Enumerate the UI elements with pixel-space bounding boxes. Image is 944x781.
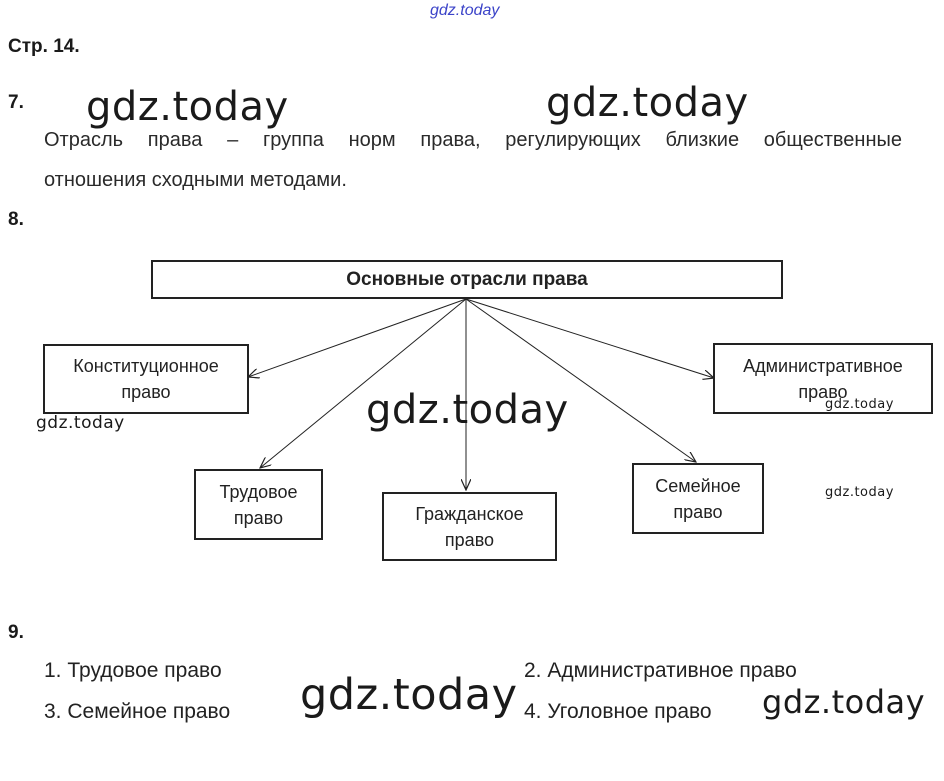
branch-administrative-line2: право — [798, 381, 848, 402]
page-label: Стр. 14. — [8, 36, 80, 57]
arrow-labor — [260, 299, 466, 468]
branch-labor-line1: Трудовое — [219, 481, 298, 502]
branch-labor — [194, 469, 323, 540]
branch-constitutional — [43, 344, 249, 414]
branch-constitutional-line2: право — [121, 382, 171, 402]
task7-definition-line1: Отрасль права – группа норм права, регулирующих близкие общественные — [44, 129, 902, 151]
branch-civil-line2: право — [444, 529, 495, 550]
branch-constitutional-line1: Конституционное — [73, 356, 219, 376]
branch-civil — [382, 492, 557, 561]
arrow-constitutional — [248, 299, 466, 377]
watermark: gdz.today — [825, 485, 894, 500]
watermark: gdz.today — [366, 387, 569, 433]
branch-administrative-line1: Административное — [743, 355, 903, 376]
task8-number: 8. — [8, 209, 24, 230]
task7-definition-line2: отношения сходными методами. — [44, 169, 347, 191]
task9-number: 9. — [8, 622, 24, 643]
branch-civil-line1: Гражданское — [415, 503, 524, 524]
watermark: gdz.today — [546, 80, 749, 126]
diagram-root-box — [151, 260, 783, 299]
branch-family-line1: Семейное — [655, 475, 741, 496]
watermark: gdz.today — [825, 397, 894, 412]
arrow-administrative — [466, 299, 714, 378]
answer-item-2: 2. Административное право — [524, 659, 797, 682]
answer-item-4: 4. Уголовное право — [524, 700, 712, 723]
watermark-top: gdz.today — [430, 2, 500, 19]
branch-labor-line2: право — [233, 507, 284, 528]
answer-item-3: 3. Семейное право — [44, 700, 231, 723]
watermark: gdz.today — [86, 84, 289, 130]
task7-number: 7. — [8, 92, 24, 113]
watermark: gdz.today — [762, 683, 926, 721]
watermark: gdz.today — [36, 413, 125, 433]
arrow-family — [466, 299, 696, 462]
diagram-root-label: Основные отрасли права — [346, 268, 588, 290]
watermark: gdz.today — [300, 670, 518, 720]
answer-item-1: 1. Трудовое право — [44, 659, 222, 682]
branch-family-line2: право — [673, 501, 723, 522]
branch-family — [632, 463, 764, 534]
branch-administrative — [713, 343, 933, 414]
